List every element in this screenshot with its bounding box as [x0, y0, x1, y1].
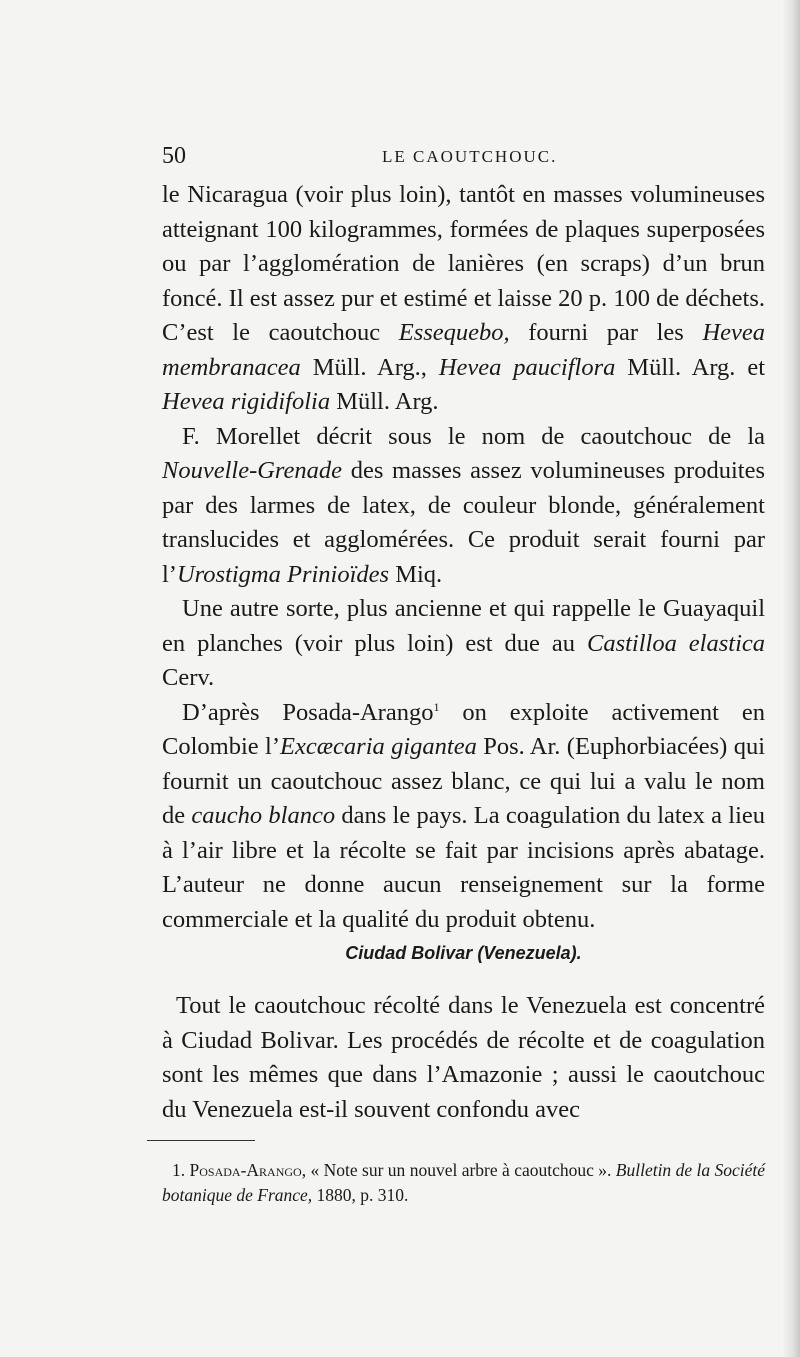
italic-run: Excæcaria gigantea: [279, 733, 477, 760]
text-run: des masses assez volumineuses produites par des larmes de latex, de couleur blonde, généralement translucides et agglomérées. Ce produit serait fourni par l’: [162, 457, 765, 588]
text-run: D’après Posada-Arango: [182, 698, 434, 726]
page-header: [162, 143, 762, 173]
paragraph-2: [162, 420, 765, 593]
page-number: 50: [162, 143, 186, 169]
italic-run: caucho blanco: [191, 802, 336, 829]
text-run: Müll. Arg.: [330, 388, 439, 415]
text-run: 1880, p. 310.: [312, 1185, 409, 1205]
italic-run: Bulletin de la Société botanique de France,: [162, 1160, 766, 1205]
text-run: « Note sur un nouvel arbre à caoutchouc ».: [306, 1160, 616, 1180]
footnote-divider: [147, 1140, 255, 1141]
italic-run: Hevea pauciflora: [438, 353, 616, 381]
text-run: Une autre sorte, plus ancienne et qui rappelle le Guayaquil en planches (voir plus loin) est due au: [162, 595, 765, 657]
paragraph-1: [162, 178, 765, 420]
italic-run: Hevea rigidifolia: [162, 388, 331, 415]
text-run: Pos. Ar. (Euphorbiacées) qui fournit un caoutchouc assez blanc, ce qui lui a valu le nom de: [162, 733, 765, 829]
footnote-author: Posada-Arango,: [189, 1160, 307, 1180]
italic-run: Hevea membranacea: [162, 319, 766, 381]
paragraph-4: [162, 696, 765, 938]
italic-run: Essequebo,: [398, 319, 510, 346]
text-run: Miq.: [389, 560, 443, 588]
text-run: Müll. Arg. et: [615, 353, 765, 381]
main-text-continued: [162, 989, 765, 1127]
italic-run: Castilloa elastica: [586, 629, 766, 657]
text-run: on exploite activement en Colombie l’: [162, 698, 765, 760]
running-title: LE CAOUTCHOUC.: [382, 147, 558, 166]
section-heading: Ciudad Bolivar (Venezuela).: [345, 943, 582, 963]
footnote-reference: 1: [433, 699, 440, 714]
italic-run: Urostigma Prinioïdes: [176, 560, 390, 588]
footnote-number: 1.: [172, 1160, 186, 1180]
page-edge-shadow: [782, 0, 800, 1357]
paragraph-3: [162, 592, 765, 696]
paragraph-5: Tout le caoutchouc récolté dans le Venezuela est concentré à Ciudad Bolivar. Les procédés de récolte et de coagulation sont les mêmes que dans l’Amazonie ; aussi le caoutchouc du Venezuela est-il souvent confondu avec: [162, 992, 765, 1123]
text-run: Cerv.: [162, 664, 215, 691]
italic-run: Nouvelle-Grenade: [162, 457, 343, 484]
text-run: dans le pays. La coagulation du latex a lieu à l’air libre et la récolte se fait par incisions après abatage. L’auteur ne donne aucun renseignement sur la forme commerciale et la qualité du produit obtenu.: [162, 802, 766, 933]
text-run: Müll. Arg.,: [300, 353, 439, 381]
text-run: le Nicaragua (voir plus loin), tantôt en masses volumineuses atteignant 100 kilogrammes, formées de plaques superposées ou par l’agglomération de lanières (en scraps) d’un brun foncé. Il est assez pur et estimé et laisse 20 p. 100 de déchets. C’est le caoutchouc: [162, 181, 765, 346]
text-run: fourni par les: [509, 319, 703, 346]
footnote: [162, 1158, 765, 1208]
text-run: F. Morellet décrit sous le nom de caoutchouc de la: [182, 422, 765, 450]
main-text: [162, 178, 765, 937]
